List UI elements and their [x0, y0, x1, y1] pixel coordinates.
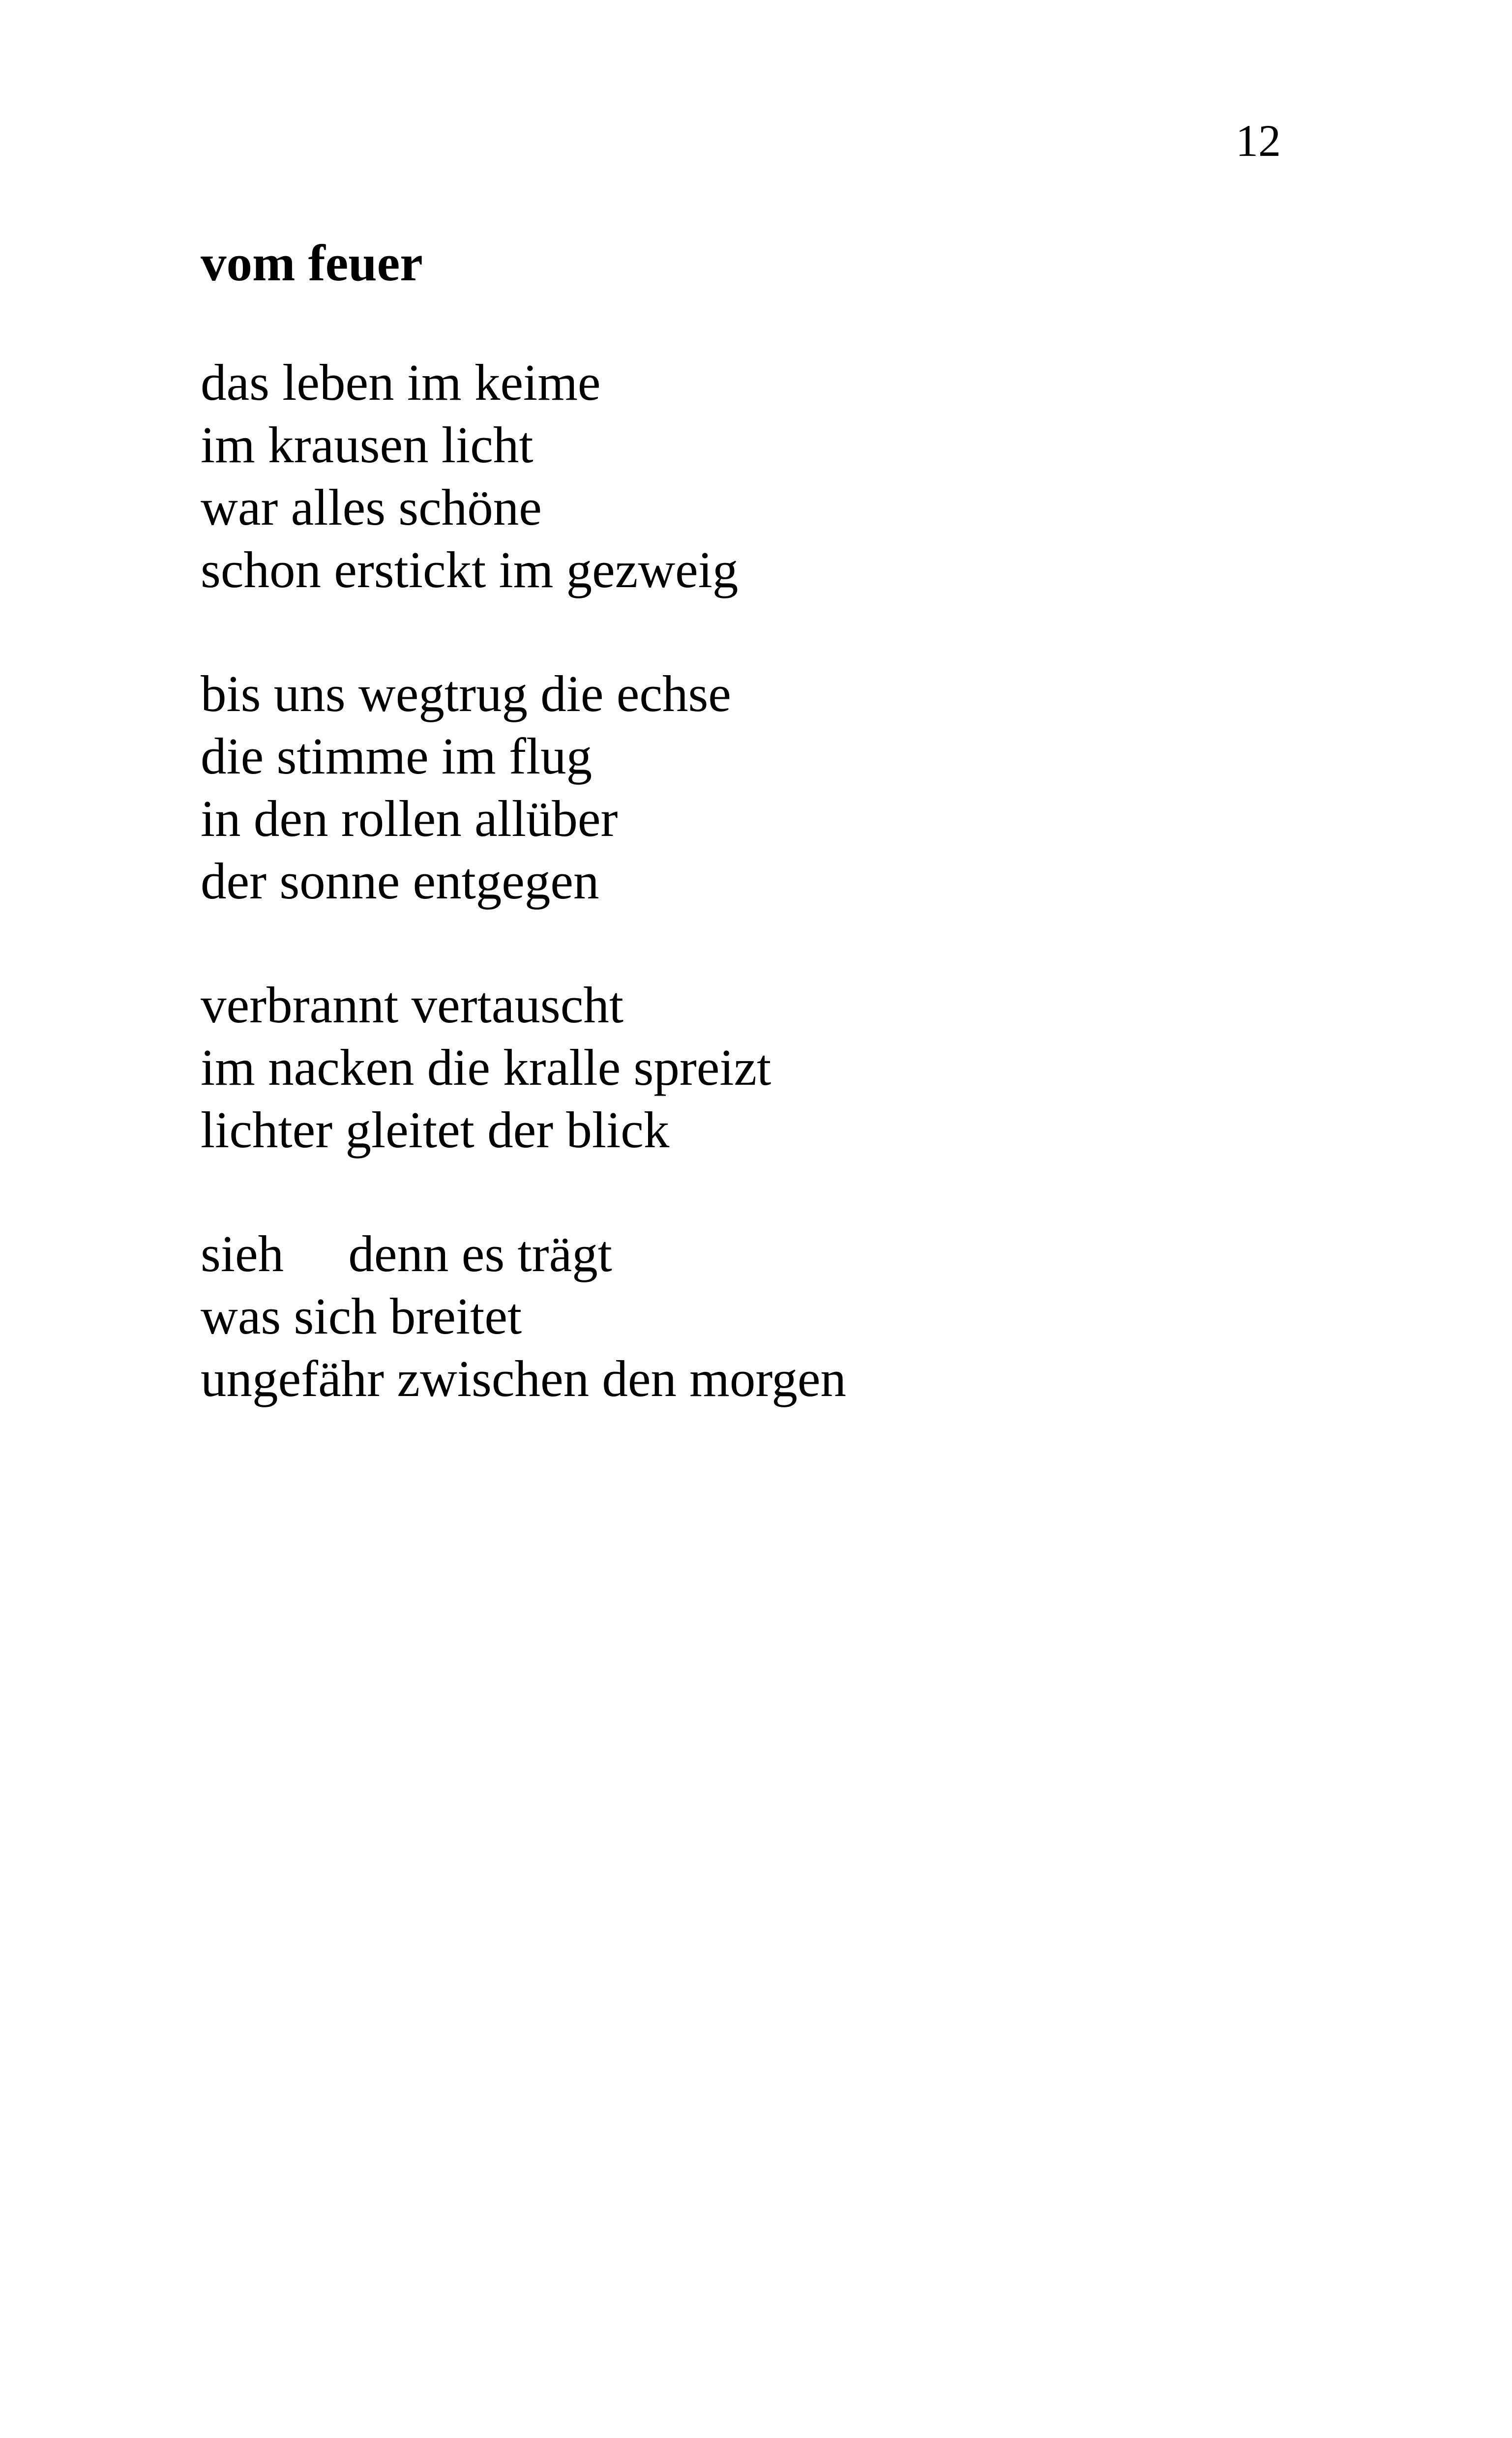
stanza-3	[201, 974, 1282, 1161]
poem-line: verbrannt vertauscht	[201, 976, 624, 1034]
poem-line: ungefähr zwischen den morgen	[201, 1350, 847, 1407]
poem-line: schon erstickt im gezweig	[201, 541, 739, 598]
poem-line: das leben im keime	[201, 354, 601, 411]
poem-title: vom feuer	[201, 234, 423, 292]
poem-line: im nacken die kralle spreizt	[201, 1039, 771, 1096]
poem-line: im krausen licht	[201, 416, 534, 474]
poem-line: sieh denn es trägt	[201, 1225, 612, 1282]
stanza-2	[201, 662, 1282, 912]
poem-line: die stimme im flug	[201, 727, 593, 785]
poem	[201, 231, 1282, 1410]
poem-line: lichter gleitet der blick	[201, 1101, 670, 1159]
stanza-1	[201, 351, 1282, 601]
poem-line: in den rollen allüber	[201, 790, 618, 847]
page-number: 12	[1236, 116, 1281, 166]
poem-line: was sich breitet	[201, 1287, 522, 1345]
poem-line: bis uns wegtrug die echse	[201, 665, 731, 722]
stanza-4	[201, 1222, 1282, 1410]
poem-line: der sonne entgegen	[201, 852, 599, 910]
poem-line: war alles schöne	[201, 478, 542, 536]
